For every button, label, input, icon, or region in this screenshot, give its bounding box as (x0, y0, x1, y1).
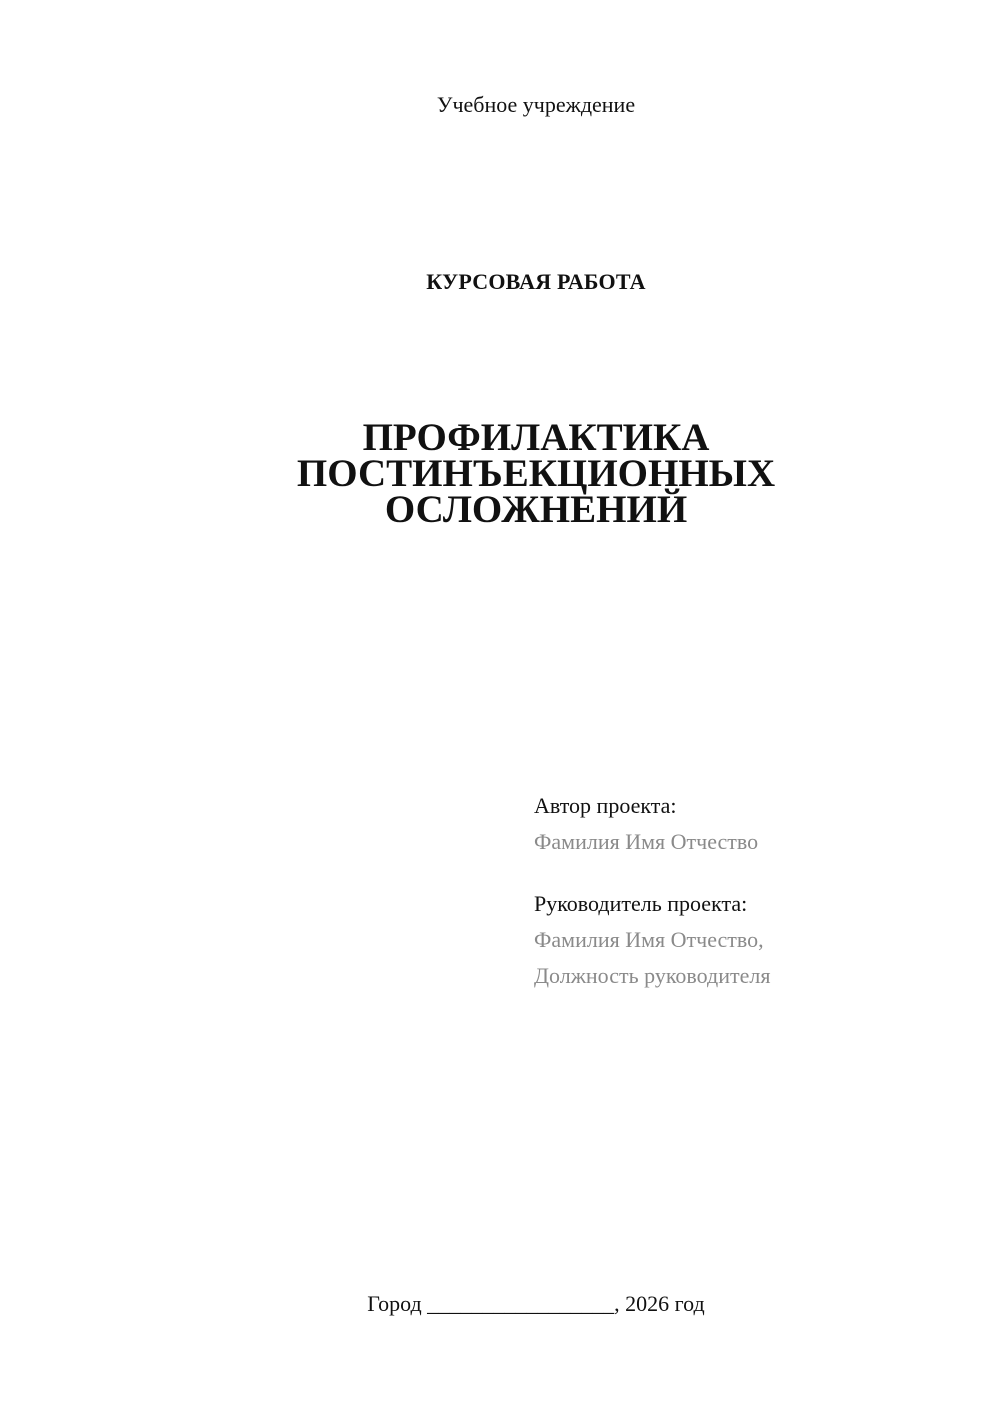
city-year-line: Город _________________, 2026 год (367, 1291, 705, 1316)
work-type-heading: КУРСОВАЯ РАБОТА (426, 269, 646, 294)
institution-name: Учебное учреждение (436, 92, 636, 117)
author-name: Фамилия Имя Отчество (534, 829, 759, 854)
authorship-block (534, 788, 974, 994)
title-line: ПРОФИЛАКТИКА (362, 416, 710, 459)
supervisor-name: Фамилия Имя Отчество, (534, 927, 764, 952)
supervisor-label: Руководитель проекта: (534, 891, 748, 916)
document-title (0, 416, 1000, 531)
supervisor-position: Должность руководителя (534, 963, 771, 988)
title-line: ОСЛОЖНЕНИЙ (384, 488, 688, 531)
spacer (534, 860, 974, 886)
author-label: Автор проекта: (534, 793, 677, 818)
title-line: ПОСТИНЪЕКЦИОННЫХ (296, 452, 776, 495)
